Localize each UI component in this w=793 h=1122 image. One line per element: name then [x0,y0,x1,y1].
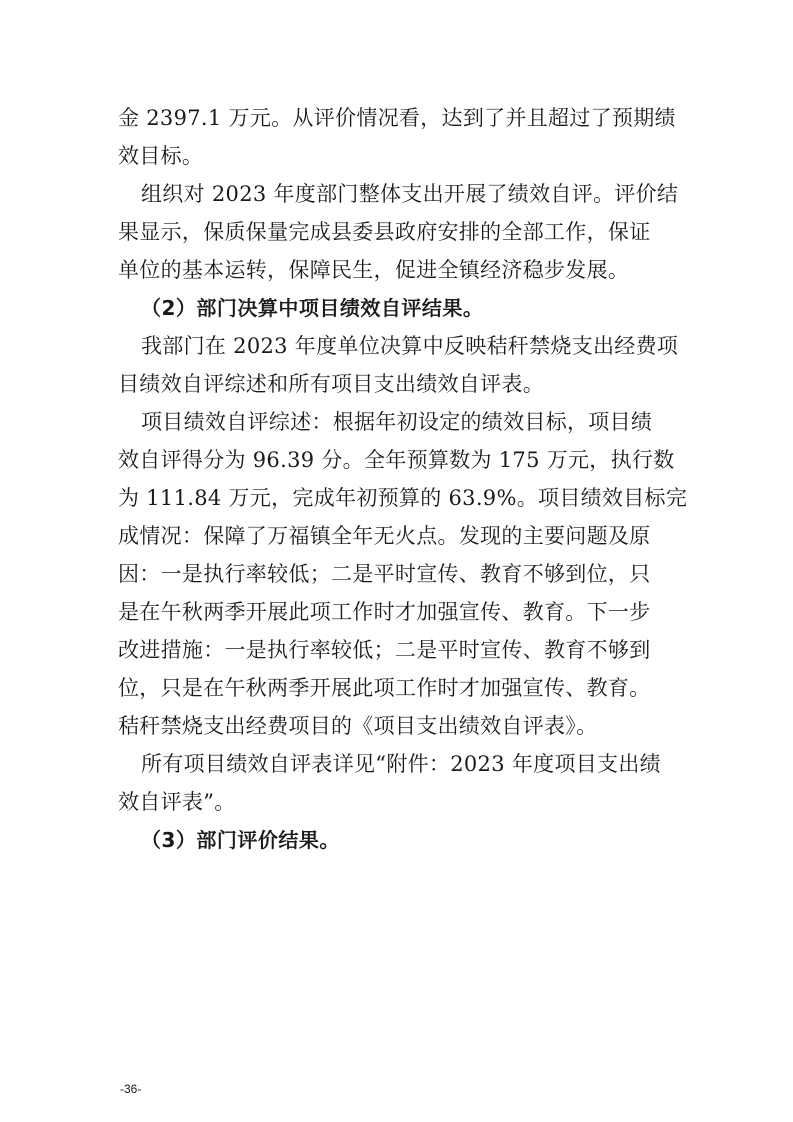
paragraph-line: 成情况：保障了万福镇全年无火点。发现的主要问题及原 [118,524,651,548]
page-number: -36- [120,1082,142,1096]
paragraph-line: 金 2397.1 万元。从评价情况看，达到了并且超过了预期绩 [118,106,676,130]
paragraph-line: 目绩效自评综述和所有项目支出绩效自评表。 [118,372,544,396]
paragraph-line: 秸秆禁烧支出经费项目的《项目支出绩效自评表》。 [118,714,598,738]
paragraph-line: 改进措施：一是执行率较低；二是平时宣传、教育不够到 [118,638,651,662]
paragraph-line: 组织对 2023 年度部门整体支出开展了绩效自评。评价结 [141,182,679,206]
paragraph-line: 效自评得分为 96.39 分。全年预算数为 175 万元，执行数 [118,448,675,472]
paragraph-line: 是在午秋两季开展此项工作时才加强宣传、教育。下一步 [118,600,651,624]
paragraph-line: 因：一是执行率较低；二是平时宣传、教育不够到位，只 [118,562,651,586]
paragraph-line: 为 111.84 万元，完成年初预算的 63.9%。项目绩效目标完 [118,486,688,510]
paragraph-line: 效目标。 [118,144,204,168]
paragraph-line: 单位的基本运转，保障民生，促进全镇经济稳步发展。 [118,258,630,282]
paragraph-line: 果显示，保质保量完成县委县政府安排的全部工作，保证 [118,220,651,244]
paragraph-line: 所有项目绩效自评表详见“附件：2023 年度项目支出绩 [141,752,661,776]
section-heading: （2）部门决算中项目绩效自评结果。 [141,296,484,320]
paragraph-line: 位，只是在午秋两季开展此项工作时才加强宣传、教育。 [118,676,651,700]
paragraph-line: 效自评表”。 [118,790,236,814]
paragraph-line: 我部门在 2023 年度单位决算中反映秸秆禁烧支出经费项 [141,334,679,358]
paragraph-line: 项目绩效自评综述：根据年初设定的绩效目标，项目绩 [141,410,653,434]
section-heading: （3）部门评价结果。 [141,828,340,852]
